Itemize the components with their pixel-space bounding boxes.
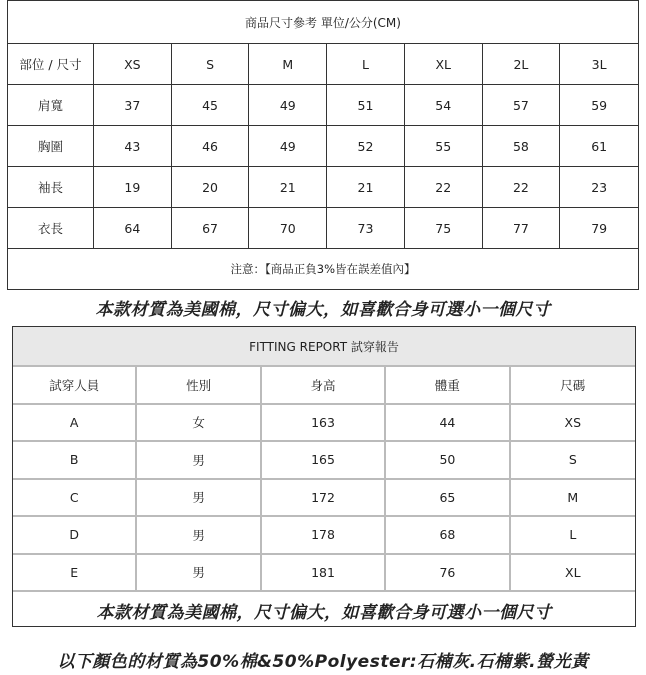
size-cell: 67 (172, 208, 250, 249)
size-header-cell: L (327, 44, 405, 85)
fit-cell: S (511, 442, 635, 480)
size-chart-note: 注意：【商品正負3%皆在誤差值內】 (230, 262, 416, 276)
size-chart-title: 商品尺寸參考 單位/公分(CM) (8, 1, 638, 44)
size-cell: 57 (483, 85, 561, 126)
fitting-report-table (12, 326, 636, 627)
fit-cell: XL (511, 555, 635, 593)
fitting-report-grid (13, 367, 635, 592)
size-cell: 20 (172, 167, 250, 208)
size-cell: 61 (560, 126, 638, 167)
material-note: 本款材質為美國棉，尺寸偏大，如喜歡合身可選小一個尺寸 (95, 300, 551, 320)
fit-cell: 178 (262, 517, 386, 555)
size-cell: 70 (249, 208, 327, 249)
fit-cell: 76 (386, 555, 510, 593)
fit-header-cell: 體重 (386, 367, 510, 405)
fit-header-cell: 身高 (262, 367, 386, 405)
size-cell: 23 (560, 167, 638, 208)
fit-cell: 172 (262, 480, 386, 518)
size-cell: 22 (405, 167, 483, 208)
fit-cell: 男 (137, 517, 261, 555)
size-header-cell: S (172, 44, 250, 85)
size-cell: 22 (483, 167, 561, 208)
fit-cell: M (511, 480, 635, 518)
fit-cell: 女 (137, 405, 261, 443)
size-cell: 59 (560, 85, 638, 126)
size-cell: 51 (327, 85, 405, 126)
fit-cell: 68 (386, 517, 510, 555)
size-header-cell: 3L (560, 44, 638, 85)
size-cell: 64 (94, 208, 172, 249)
fit-cell: 男 (137, 555, 261, 593)
size-chart-table (7, 0, 639, 290)
size-cell: 75 (405, 208, 483, 249)
fitting-report-title: FITTING REPORT 試穿報告 (13, 327, 635, 367)
fit-cell: 163 (262, 405, 386, 443)
color-material-note: 以下顏色的材質為50%棉&50%Polyester:石楠灰.石楠紫.螢光黃 (57, 652, 589, 672)
size-cell: 55 (405, 126, 483, 167)
fitting-report-caption: 本款材質為美國棉，尺寸偏大，如喜歡合身可選小一個尺寸 (96, 603, 552, 623)
size-cell: 19 (94, 167, 172, 208)
fit-cell: B (13, 442, 137, 480)
fit-cell: 165 (262, 442, 386, 480)
fit-cell: XS (511, 405, 635, 443)
size-cell: 21 (249, 167, 327, 208)
fit-cell: 男 (137, 442, 261, 480)
fit-header-cell: 性別 (137, 367, 261, 405)
size-cell: 49 (249, 85, 327, 126)
size-row-label: 胸圍 (8, 126, 94, 167)
size-cell: 37 (94, 85, 172, 126)
fit-cell: 50 (386, 442, 510, 480)
size-header-cell: 2L (483, 44, 561, 85)
size-cell: 46 (172, 126, 250, 167)
size-cell: 73 (327, 208, 405, 249)
fit-cell: 181 (262, 555, 386, 593)
fit-cell: D (13, 517, 137, 555)
fit-cell: E (13, 555, 137, 593)
fit-cell: C (13, 480, 137, 518)
size-header-cell: XS (94, 44, 172, 85)
size-cell: 79 (560, 208, 638, 249)
size-header-cell: XL (405, 44, 483, 85)
size-chart-grid (8, 44, 638, 249)
fit-cell: 男 (137, 480, 261, 518)
fit-header-cell: 尺碼 (511, 367, 635, 405)
size-cell: 58 (483, 126, 561, 167)
size-row-label: 肩寬 (8, 85, 94, 126)
size-cell: 77 (483, 208, 561, 249)
size-row-label: 袖長 (8, 167, 94, 208)
fit-cell: 65 (386, 480, 510, 518)
size-cell: 21 (327, 167, 405, 208)
size-cell: 49 (249, 126, 327, 167)
size-row-label: 衣長 (8, 208, 94, 249)
size-header-cell: 部位 / 尺寸 (8, 44, 94, 85)
size-cell: 54 (405, 85, 483, 126)
fit-header-cell: 試穿人員 (13, 367, 137, 405)
fit-cell: A (13, 405, 137, 443)
fit-cell: 44 (386, 405, 510, 443)
fit-cell: L (511, 517, 635, 555)
size-cell: 45 (172, 85, 250, 126)
size-cell: 52 (327, 126, 405, 167)
size-header-cell: M (249, 44, 327, 85)
size-cell: 43 (94, 126, 172, 167)
